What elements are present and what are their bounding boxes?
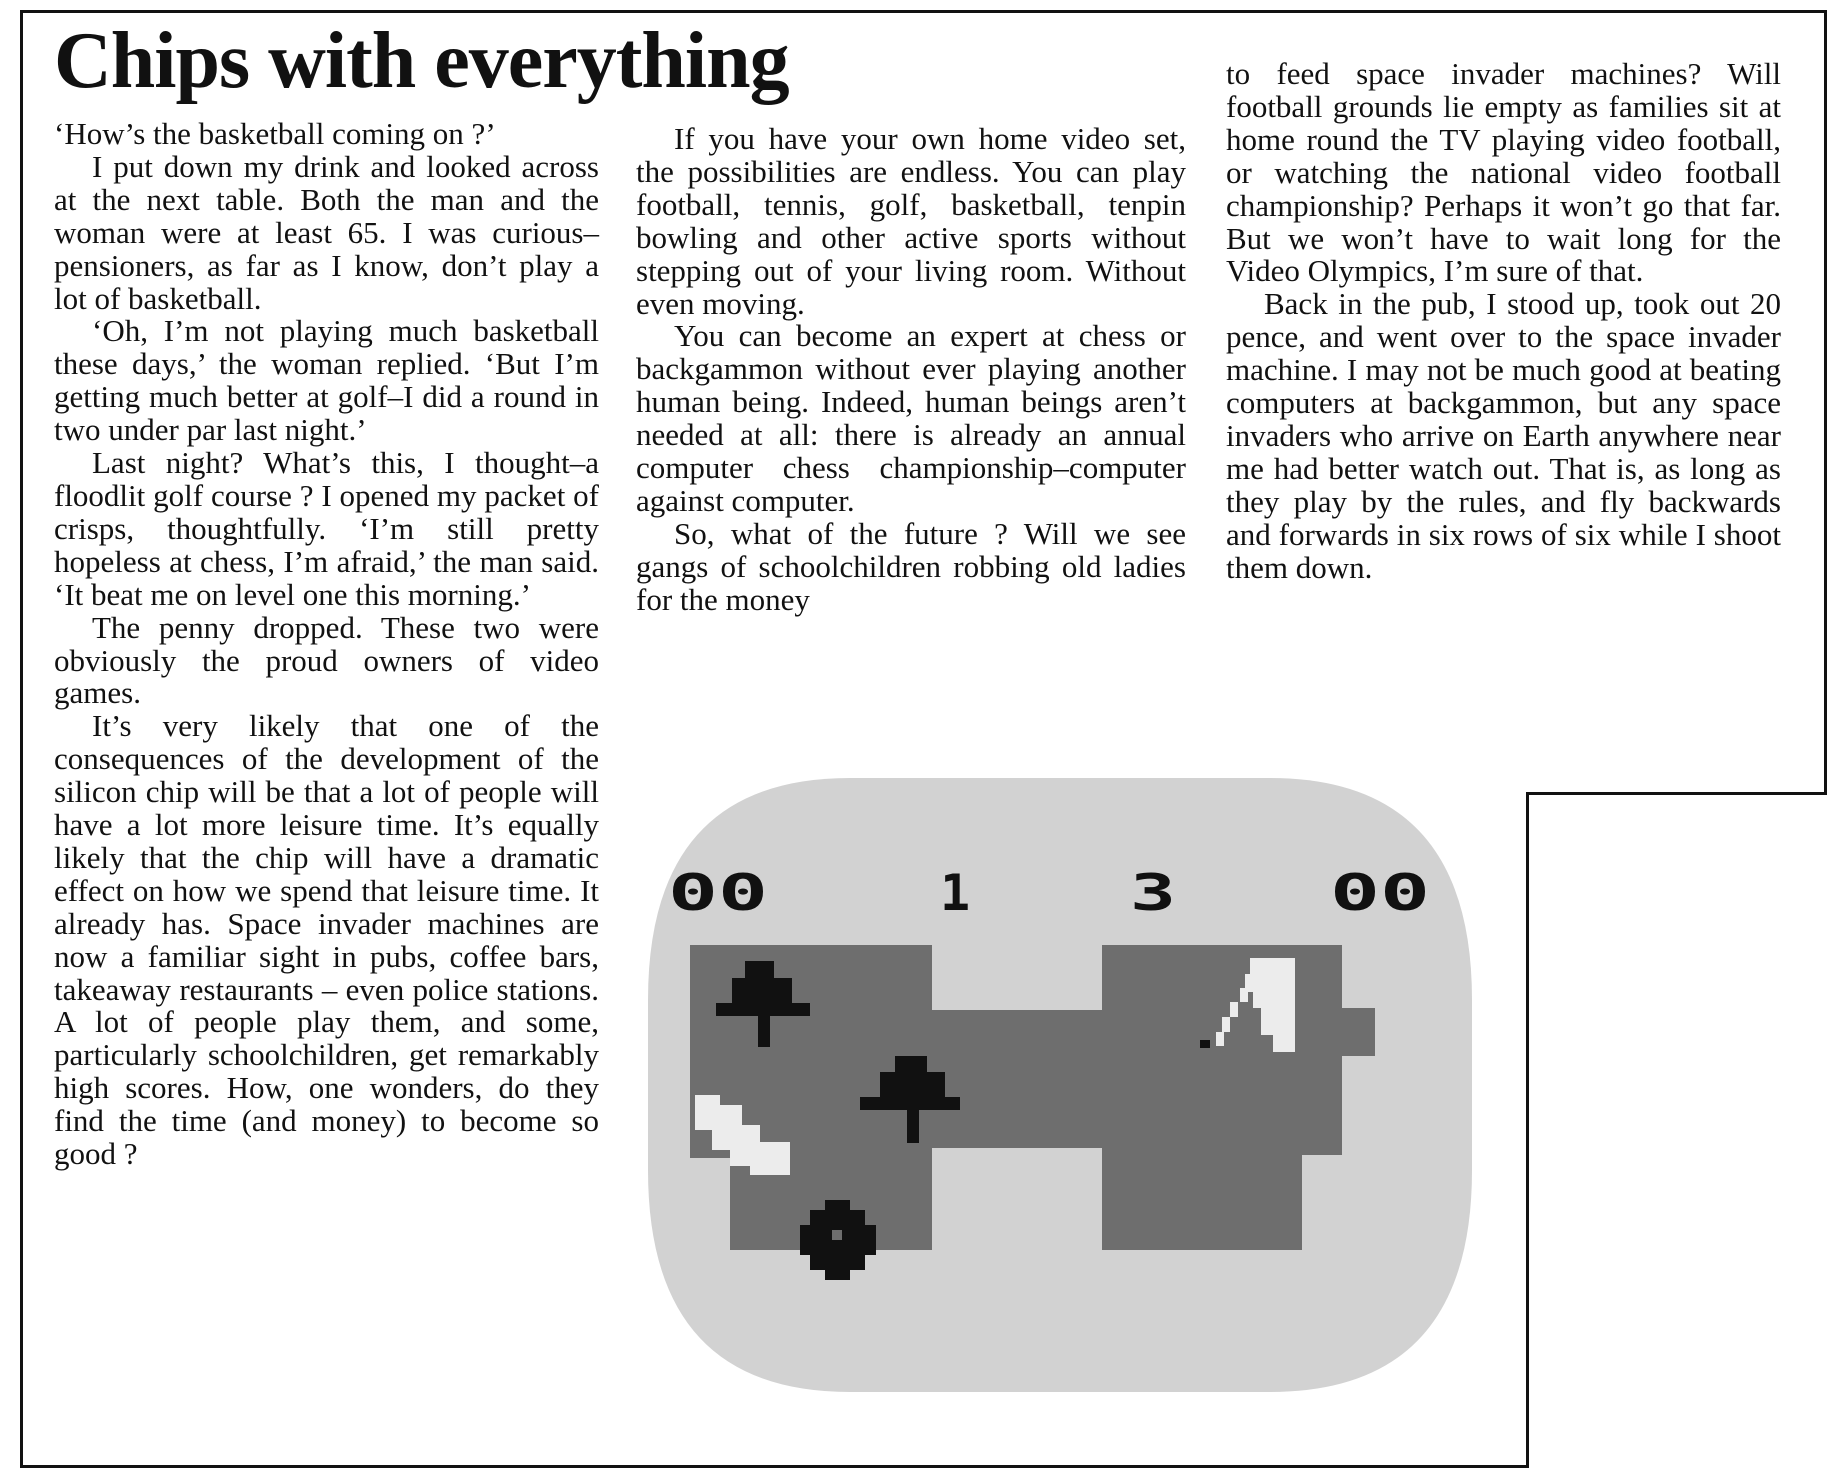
paragraph: Back in the pub, I stood up, took out 20 pence, and went over to the space invader machine. I may not be much good at beating computers at backgammon, but any space invaders who arrive on Earth anywhere near me had better watch out. That is, as long as they play by the rules, and fly backwards and forwards in six rows of six while I shoot them down. <box>1226 286 1781 585</box>
paragraph: I put down my drink and looked across at the next table. Both the man and the woman were at least 65. I was curious–pensioners, as far as I know, don’t play a lot of basketball. <box>54 148 599 316</box>
score-left: 00 <box>668 864 768 922</box>
paragraph: ‘Oh, I’m not playing much basketball these days,’ the woman replied. ‘But I’m getting much better at golf–I did a round in two under par last night.’ <box>54 313 599 448</box>
frame-right-rule <box>1824 10 1827 793</box>
frame-bottom-rule <box>20 1465 1529 1468</box>
paragraph: ‘How’s the basketball coming on ?’ <box>54 116 496 151</box>
article-column-3 <box>1226 58 1781 585</box>
article-column-1 <box>54 118 599 1171</box>
hole-number: 1 <box>940 864 971 922</box>
frame-inner-step-rule <box>1528 792 1827 795</box>
par-number: 3 <box>1130 864 1176 922</box>
frame-left-rule <box>20 10 23 1468</box>
article-headline: Chips with everything <box>54 17 789 105</box>
paragraph: to feed space invader machines? Will football grounds lie empty as families sit at home round the TV playing video football, or watching the national video football championship? Perhaps it won’t go that far. But we won’t have to wait long for the Video Olympics, I’m sure of that. <box>1226 56 1781 289</box>
paragraph: Last night? What’s this, I thought–a floodlit golf course ? I opened my packet of crisps, thoughtfully. ‘I’m still pretty hopeless at chess, I’m afraid,’ the man said. ‘It beat me on level one this morning.’ <box>54 445 599 612</box>
score-right: 00 <box>1330 864 1430 922</box>
paragraph: You can become an expert at chess or backgammon without ever playing another human being. Indeed, human beings aren’t needed at all: there is already an annual computer chess championship–computer against computer. <box>636 318 1186 518</box>
paragraph: If you have your own home video set, the possibilities are endless. You can play football, tennis, golf, basketball, tenpin bowling and other active sports without stepping out of your living room. Without even moving. <box>636 121 1186 321</box>
video-golf-screen-illustration <box>640 770 1480 1400</box>
hole-cup <box>832 1230 842 1240</box>
paragraph: So, what of the future ? Will we see gangs of schoolchildren robbing old ladies for the money <box>636 515 1186 617</box>
article-column-2 <box>636 123 1186 617</box>
frame-top-rule <box>22 10 1827 13</box>
golf-ball <box>1200 1040 1210 1048</box>
paragraph: It’s very likely that one of the consequences of the development of the silicon chip will be that a lot of people will have a lot more leisure time. It’s equally likely that the chip will have a dramatic effect on how we spend that leisure time. It already has. Space invader machines are now a familiar sight in pubs, coffee bars, takeaway restaurants – even police stations. A lot of people play them, and some, particularly schoolchildren, get remarkably high scores. How, one wonders, do they find the time (and money) to become so good ? <box>54 708 599 1172</box>
paragraph: The penny dropped. These two were obviously the proud owners of video games. <box>54 609 599 711</box>
frame-inner-vertical-rule <box>1526 792 1529 1468</box>
